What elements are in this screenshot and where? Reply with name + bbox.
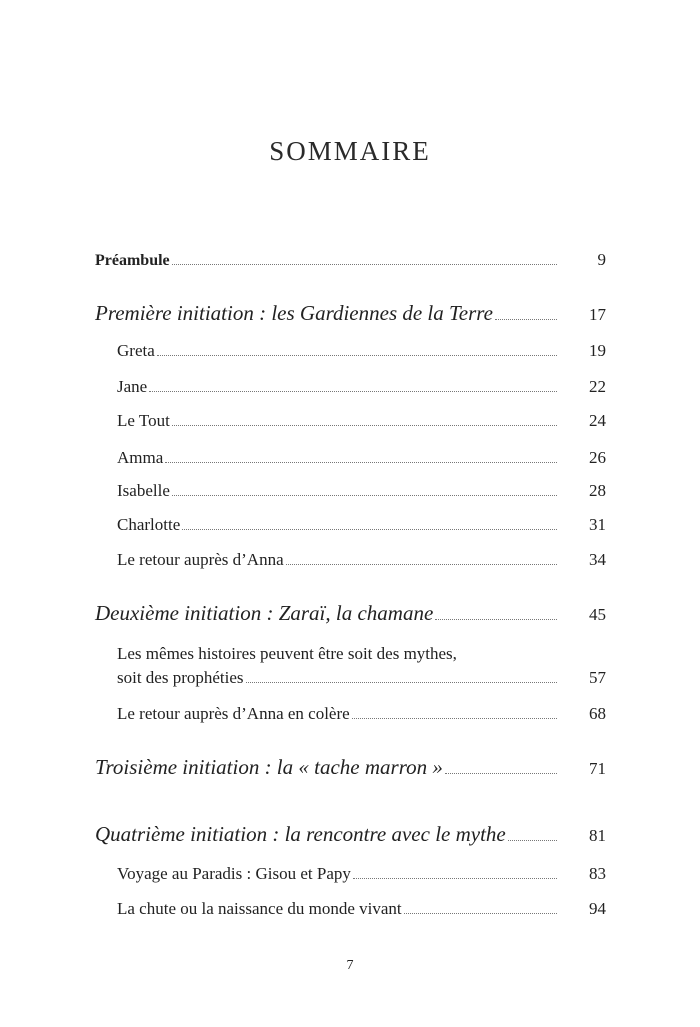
toc-label: Quatrième initiation : la rencontre avec le mythe: [95, 822, 506, 846]
toc-label: Isabelle: [117, 481, 170, 500]
toc-entry[interactable]: [117, 377, 606, 401]
dot-leader: [149, 390, 557, 392]
toc-label: soit des prophéties: [117, 668, 244, 687]
toc-page: 83: [589, 864, 606, 883]
toc-label: Voyage au Paradis : Gisou et Papy: [117, 864, 351, 883]
toc-entry[interactable]: [117, 341, 606, 365]
dot-leader: [404, 912, 557, 914]
page-number: 7: [346, 958, 354, 973]
dot-leader: [445, 772, 557, 774]
dot-leader: [286, 563, 557, 565]
toc-page: 57: [589, 668, 606, 687]
toc-label: Greta: [117, 341, 155, 360]
toc-entry[interactable]: [117, 668, 606, 692]
toc-entry-part-1[interactable]: [95, 301, 606, 325]
toc-page: 68: [589, 704, 606, 723]
toc-label: Deuxième initiation : Zaraï, la chamane: [95, 601, 434, 625]
toc-page: 9: [597, 250, 606, 269]
dot-leader: [172, 263, 557, 265]
toc-entry[interactable]: [117, 411, 606, 435]
toc-page: 94: [589, 899, 606, 918]
toc-page: 45: [589, 605, 606, 624]
toc-page: 71: [589, 759, 606, 778]
dot-leader: [182, 528, 557, 530]
toc-label: Amma: [117, 448, 164, 467]
toc-label: Première initiation : les Gardiennes de la Terre: [95, 301, 493, 325]
toc-page: 26: [589, 448, 606, 467]
toc-entry-part-3[interactable]: [95, 755, 606, 779]
toc-label: Charlotte: [117, 515, 181, 534]
dot-leader: [157, 354, 557, 356]
dot-leader: [352, 717, 557, 719]
toc-entry[interactable]: [117, 515, 606, 539]
toc-label-line1[interactable]: Les mêmes histoires peuvent être soit des mythes,: [117, 644, 457, 663]
toc-label: La chute ou la naissance du monde vivant: [117, 899, 402, 918]
toc-entry-part-4[interactable]: [95, 822, 606, 846]
toc-entry[interactable]: [117, 448, 606, 472]
toc-page: 17: [589, 305, 606, 324]
toc-page: 34: [589, 550, 606, 569]
toc-label: Préambule: [95, 252, 170, 269]
toc-entry-part-2[interactable]: [95, 601, 606, 625]
toc-page: 24: [589, 411, 606, 430]
page-title: SOMMAIRE: [269, 136, 431, 166]
toc-label: Le Tout: [117, 411, 170, 430]
toc-label: Jane: [117, 377, 148, 396]
dot-leader: [172, 494, 557, 496]
toc-label: Le retour auprès d’Anna: [117, 550, 284, 569]
dot-leader: [165, 461, 557, 463]
toc-entry[interactable]: [117, 864, 606, 888]
toc-entry[interactable]: [117, 899, 606, 923]
toc-page: 31: [589, 515, 606, 534]
toc-page: 22: [589, 377, 606, 396]
dot-leader: [172, 424, 557, 426]
toc-entry[interactable]: [117, 704, 606, 728]
dot-leader: [508, 839, 557, 841]
toc-entry[interactable]: [117, 481, 606, 505]
toc-label: Le retour auprès d’Anna en colère: [117, 704, 350, 723]
dot-leader: [353, 877, 557, 879]
toc-entry[interactable]: [117, 550, 606, 574]
dot-leader: [495, 318, 557, 320]
dot-leader: [435, 618, 557, 620]
toc-label: Troisième initiation : la « tache marron »: [95, 755, 443, 779]
toc-entry-preambule[interactable]: [95, 250, 606, 274]
toc-page: 28: [589, 481, 606, 500]
toc-page: 81: [589, 826, 606, 845]
toc-page: 19: [589, 341, 606, 360]
dot-leader: [246, 681, 557, 683]
